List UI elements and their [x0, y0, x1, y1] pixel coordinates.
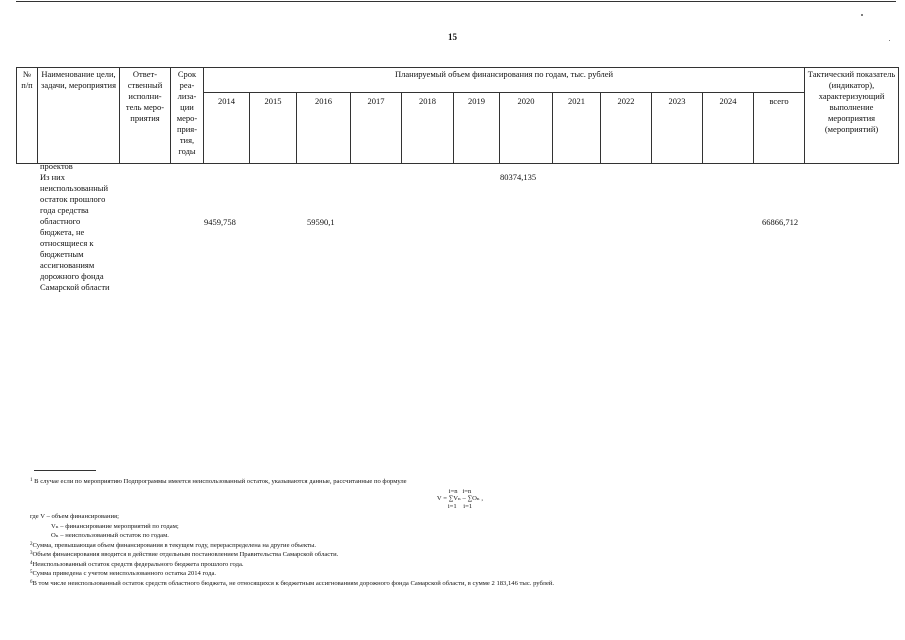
footnote-4-text: Неиспользованный остаток средств федерального бюджета прошлого года. [32, 560, 244, 568]
value-total: 66866,712 [762, 217, 799, 227]
footnote-3-text: Объем финансирования вводится в действие отдельным постановлением Правительства Самарской области. [32, 551, 339, 558]
row-name: Из них неиспользованный остаток прошлого года средства областного бюджета, не относящиеся к бюджетным ассигнованиям дорожного фонда Самарской области [40, 172, 110, 292]
formula [30, 488, 890, 511]
header-year-2015: 2015 [250, 93, 297, 164]
header-responsible: Ответ-ственный исполни-тель меро-приятия [120, 68, 171, 164]
header-planned-financing: Планируемый объем финансирования по годам, тыс. рублей [204, 68, 805, 93]
footnote-3: $^3$Объем финансирования вводится в действие отдельным постановлением Правительства Самарской области. [30, 551, 339, 558]
value-2020: 80374,135 [500, 172, 537, 182]
footnote-2-text: Сумма, превышающая объем финансирования в текущем году, перераспределена на другие объекты. [32, 541, 317, 549]
formula-where: где V – объем финансирования; [30, 513, 119, 520]
header-year-2019: 2019 [454, 93, 500, 164]
top-rule [16, 1, 896, 2]
formula-on: Oₙ – неиспользованный остаток по годам. [51, 532, 169, 539]
header-year-2023: 2023 [652, 93, 703, 164]
footnote-1: $^1$ В случае если по мероприятию Подпрограммы имеется неиспользованный остаток, указываются данные, рассчитанные по формуле [30, 478, 407, 485]
formula-upper-limits: i=n i=n [448, 487, 472, 495]
header-tactical-indicator: Тактический показатель (индикатор), характеризующий выполнение мероприятия (мероприятий) [805, 68, 899, 164]
scan-speck [889, 40, 890, 41]
footnote-6: $^6$В том числе неиспользованный остаток средств областного бюджета, не относящихся к бюджетным ассигнованиям дорожного фонда Самарской области, в сумме 2 183,146 тыс. рублей. [30, 579, 555, 587]
header-name: Наименование цели, задачи, мероприятия [38, 68, 120, 164]
value-2014: 9459,758 [204, 217, 236, 227]
header-year-2022: 2022 [601, 93, 652, 164]
row-name-continuation: проектов [40, 161, 73, 171]
financing-table-header [16, 67, 899, 164]
footnote-4: $^4$Неиспользованный остаток средств федерального бюджета прошлого года. [30, 560, 244, 568]
footnote-5-text: Сумма приведена с учетом неиспользованного остатка 2014 года. [32, 570, 217, 577]
footnote-1-text: В случае если по мероприятию Подпрограммы имеется неиспользованный остаток, указываются данные, рассчитанные по формуле [34, 478, 407, 485]
header-number: № п/п [17, 68, 38, 164]
formula-vn: Vₙ – финансирование мероприятий по годам; [51, 522, 179, 530]
header-year-2016: 2016 [297, 93, 351, 164]
header-year-2017: 2017 [351, 93, 402, 164]
footnote-6-text: В том числе неиспользованный остаток средств областного бюджета, не относящихся к бюджетным ассигнованиям дорожного фонда Самарской области, в сумме 2 183,146 тыс. рублей. [32, 579, 555, 587]
value-2016: 59590,1 [307, 217, 335, 227]
header-year-2021: 2021 [553, 93, 601, 164]
footnotes [30, 477, 890, 588]
scan-speck [861, 14, 863, 16]
formula-lower-limits: i=1 i=1 [447, 502, 473, 510]
header-year-2014: 2014 [204, 93, 250, 164]
table-body [16, 160, 898, 330]
footnote-5: $^5$Сумма приведена с учетом неиспользованного остатка 2014 года. [30, 570, 217, 577]
formula-main: V = ∑Vₙ – ∑Oₙ , [436, 495, 484, 502]
footnote-separator [34, 470, 96, 471]
header-year-2024: 2024 [703, 93, 754, 164]
header-term: Срок реа-лиза-ции меро-прия-тия, годы [171, 68, 204, 164]
row-name-cell [40, 161, 116, 293]
page-number: 15 [448, 32, 457, 42]
header-total: всего [754, 93, 805, 164]
header-year-2018: 2018 [402, 93, 454, 164]
header-year-2020: 2020 [500, 93, 553, 164]
footnote-2: $^2$Сумма, превышающая объем финансирования в текущем году, перераспределена на другие объекты. [30, 541, 317, 549]
